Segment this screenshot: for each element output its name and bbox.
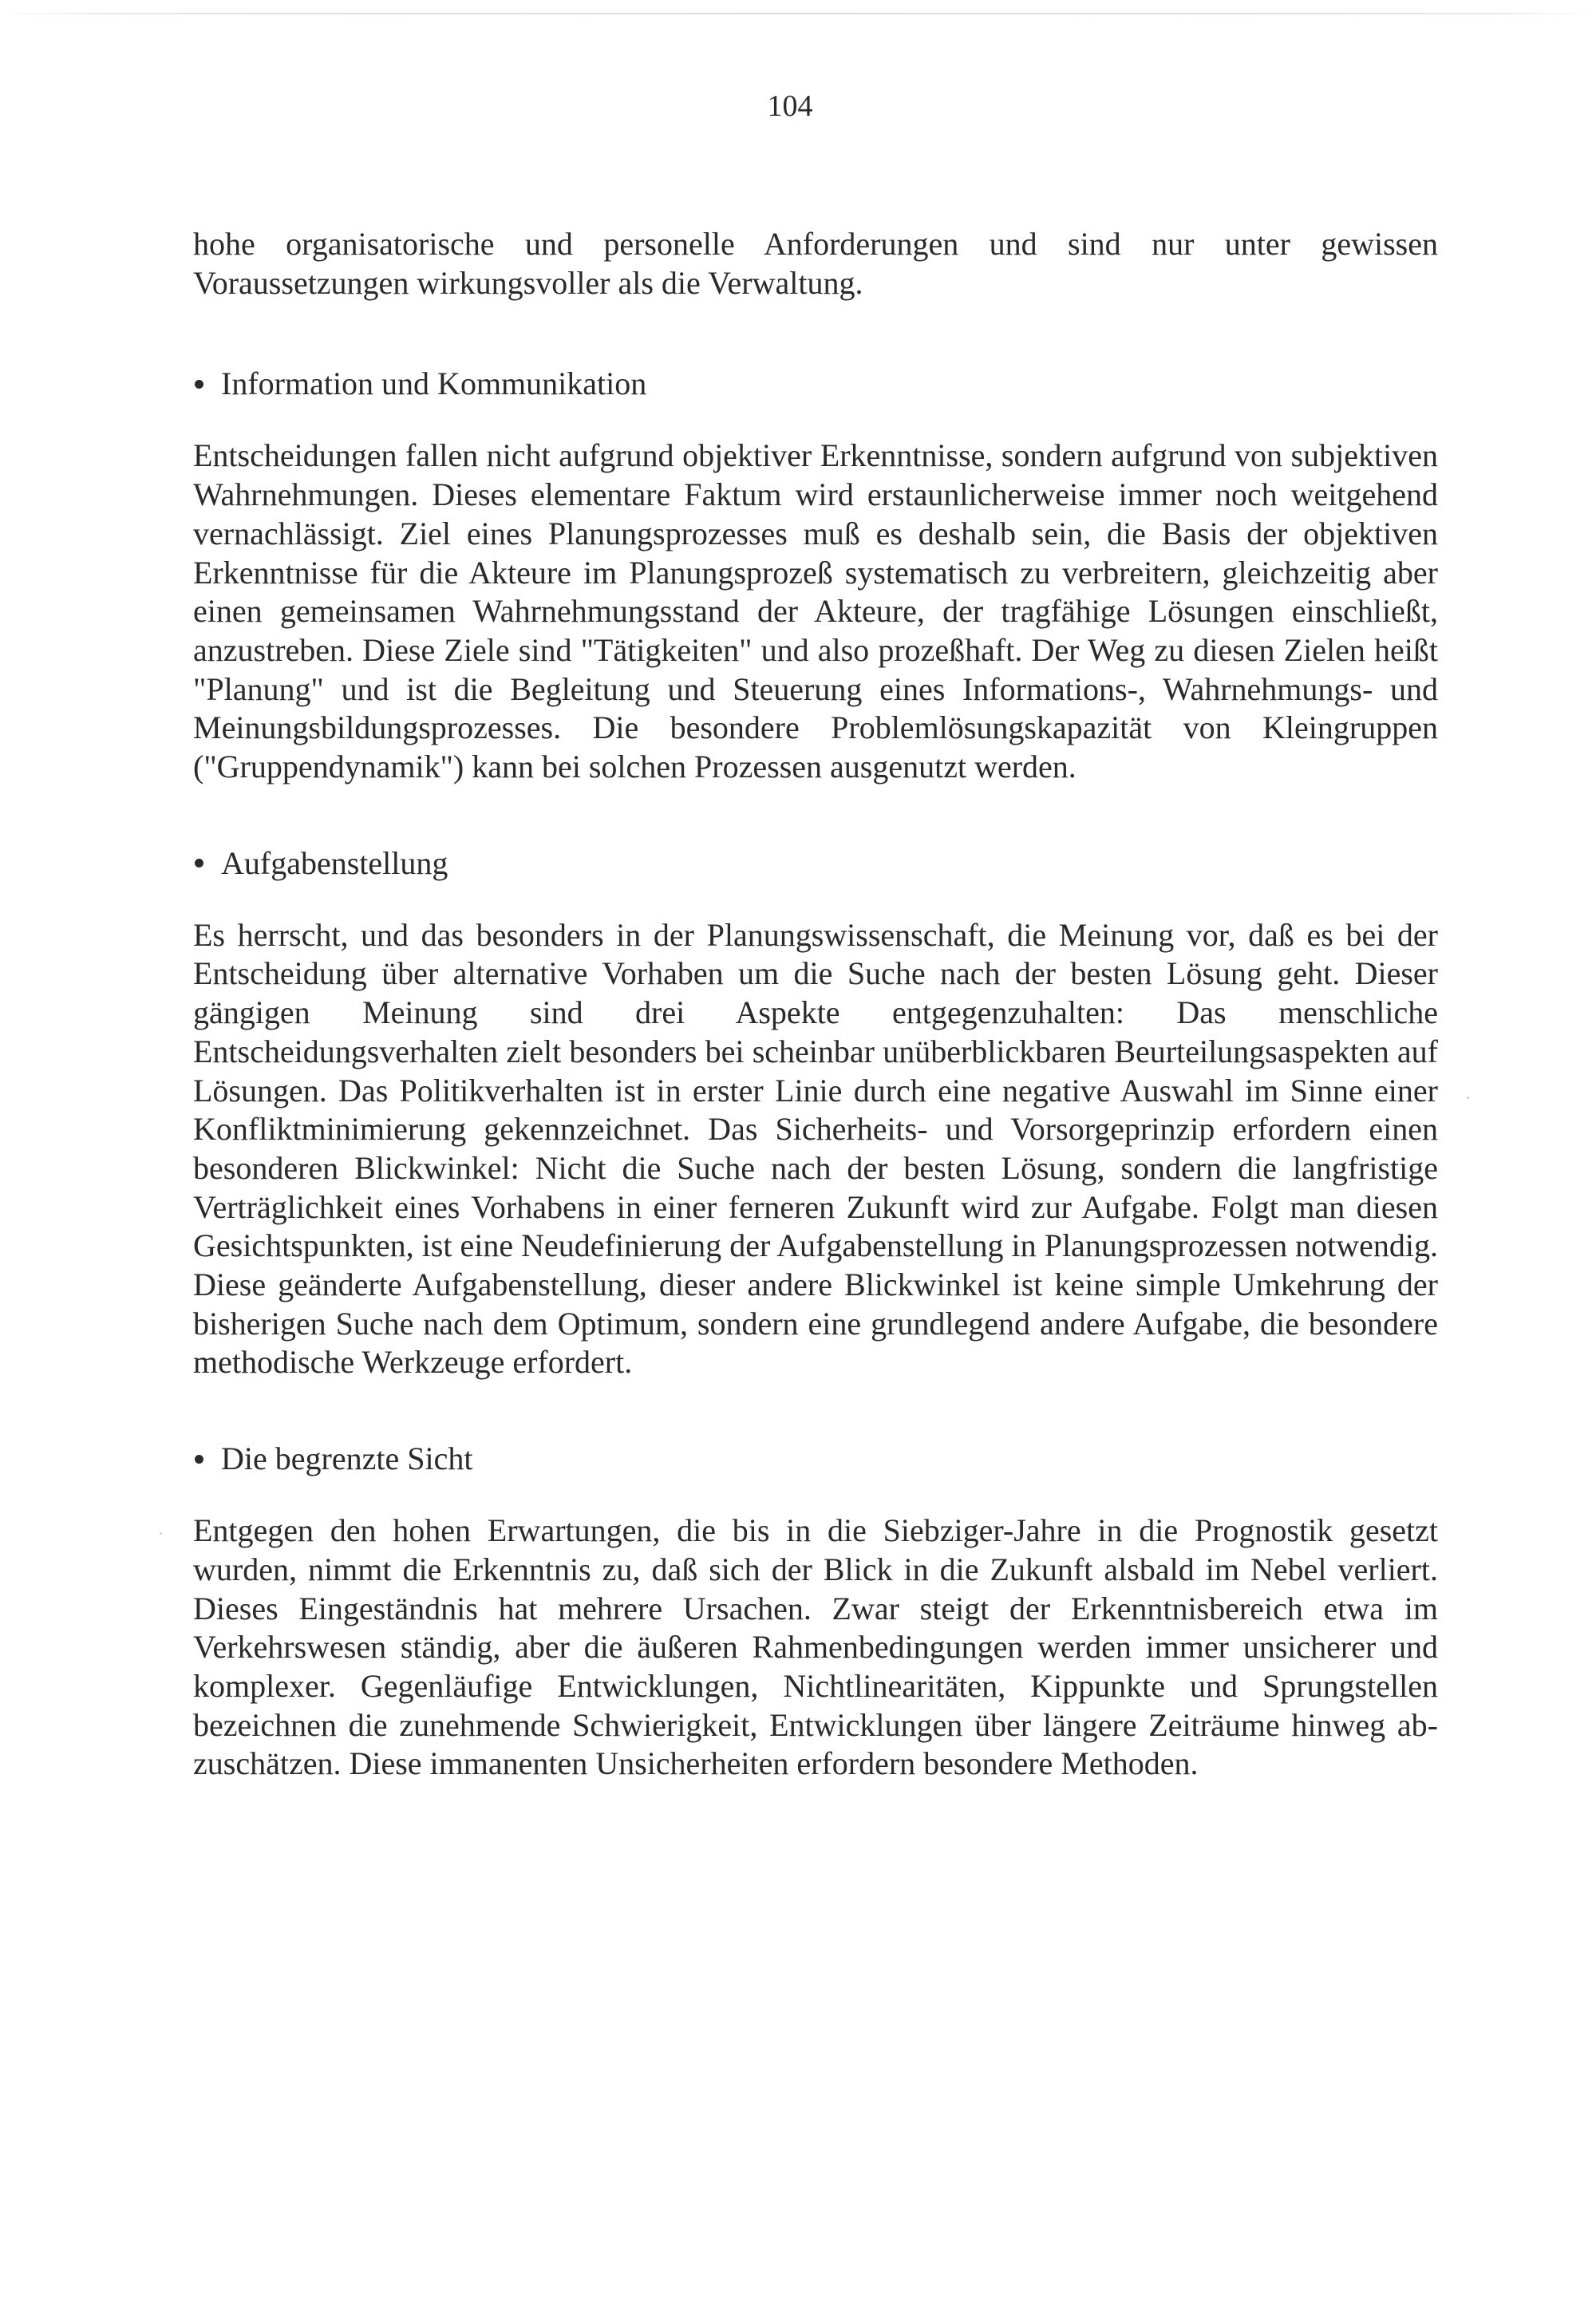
section-aufgabenstellung [193,844,1438,1382]
section-heading [193,1440,1438,1478]
section-begrenzte-sicht [193,1440,1438,1784]
scan-top-edge [0,13,1596,14]
bullet-icon [195,1455,203,1464]
section-heading-label: Information und Kommunikation [221,366,647,402]
intro-paragraph: hohe organisatorische und personelle Anforderungen und sind nur unter gewissen Voraussetzungen wirkungsvoller als die Verwaltung. [193,226,1438,301]
section-paragraph: Entgegen den hohen Erwartungen, die bis in die Siebziger-Jahre in die Prognostik gesetzt wurden, nimmt die Erkenntnis zu, daß sich der Blick in die Zukunft alsbald im Nebel verliert. Dieses Eingeständnis hat mehrere Ursachen. Zwar steigt der Erkenntnisbereich etwa im Verkehrswesen ständig, aber die äußeren Rahmenbedingungen werden immer unsicherer und komplexer. Gegenläufige Entwicklungen, Nichtlinearitäten, Kippunkte und Sprungstellen bezeichnen die zunehmende Schwierigkeit, Entwicklungen über längere Zeiträume hinweg abzuschätzen. Diese immanenten Unsicherheiten erfordern besondere Methoden. [193,1512,1438,1782]
bullet-icon [195,380,203,389]
scan-speck [1467,1097,1469,1099]
bullet-icon [195,859,203,867]
page-number: 104 [767,89,813,123]
section-heading [193,365,1438,403]
section-paragraph: Entscheidungen fallen nicht aufgrund objektiver Erkenntnisse, sondern aufgrund von subjektiven Wahrnehmungen. Dieses elementare Faktum wird erstaunlicherweise immer noch weitgehend vernachlässigt. Ziel eines Planungsprozesses muß es deshalb sein, die Basis der objektiven Erkenntnisse für die Akteure im Planungsprozeß systematisch zu verbreitern, gleichzeitig aber einen gemeinsamen Wahrnehmungsstand der Akteure, der tragfähige Lösungen einschließt, anzustreben. Diese Ziele sind "Tätigkeiten" und also prozeßhaft. Der Weg zu diesen Zielen heißt "Planung" und ist die Begleitung und Steuerung eines Informations-, Wahrnehmungs- und Meinungsbildungsprozesses. Die besondere Problemlösungskapazität von Kleingruppen ("Gruppendynamik") kann bei solchen Prozessen ausgenutzt werden. [193,437,1438,785]
section-heading-label: Die begrenzte Sicht [221,1441,473,1477]
page-body [193,225,1438,1841]
section-paragraph: Es herrscht, und das besonders in der Planungswissenschaft, die Meinung vor, daß es bei der Entscheidung über alternative Vorhaben um die Suche nach der besten Lösung geht. Dieser gängigen Meinung sind drei Aspekte entgegenzuhalten: Das menschliche Entscheidungsverhalten zielt besonders bei scheinbar unüberblickbaren Beurteilungsaspekten auf Lösungen. Das Politikverhalten ist in erster Linie durch eine negative Auswahl im Sinne einer Konfliktminimierung gekennzeichnet. Das Sicherheits- und Vorsorgeprinzip erfordern einen besonderen Blickwinkel: Nicht die Suche nach der besten Lösung, sondern die langfristige Verträglichkeit eines Vorhabens in einer ferneren Zukunft wird zur Aufgabe. Folgt man diesen Gesichtspunkten, ist eine Neudefinierung der Aufgabenstellung in Planungsprozessen notwendig. Diese geänderte Aufgabenstellung, dieser andere Blickwinkel ist keine simple Umkehrung der bisherigen Suche nach dem Optimum, sondern eine grundlegend andere Aufgabe, die besondere methodische Werkzeuge erfordert. [193,916,1438,1381]
scan-speck [160,1532,162,1535]
section-heading [193,844,1438,883]
section-information-kommunikation [193,365,1438,786]
section-heading-label: Aufgabenstellung [221,844,448,881]
